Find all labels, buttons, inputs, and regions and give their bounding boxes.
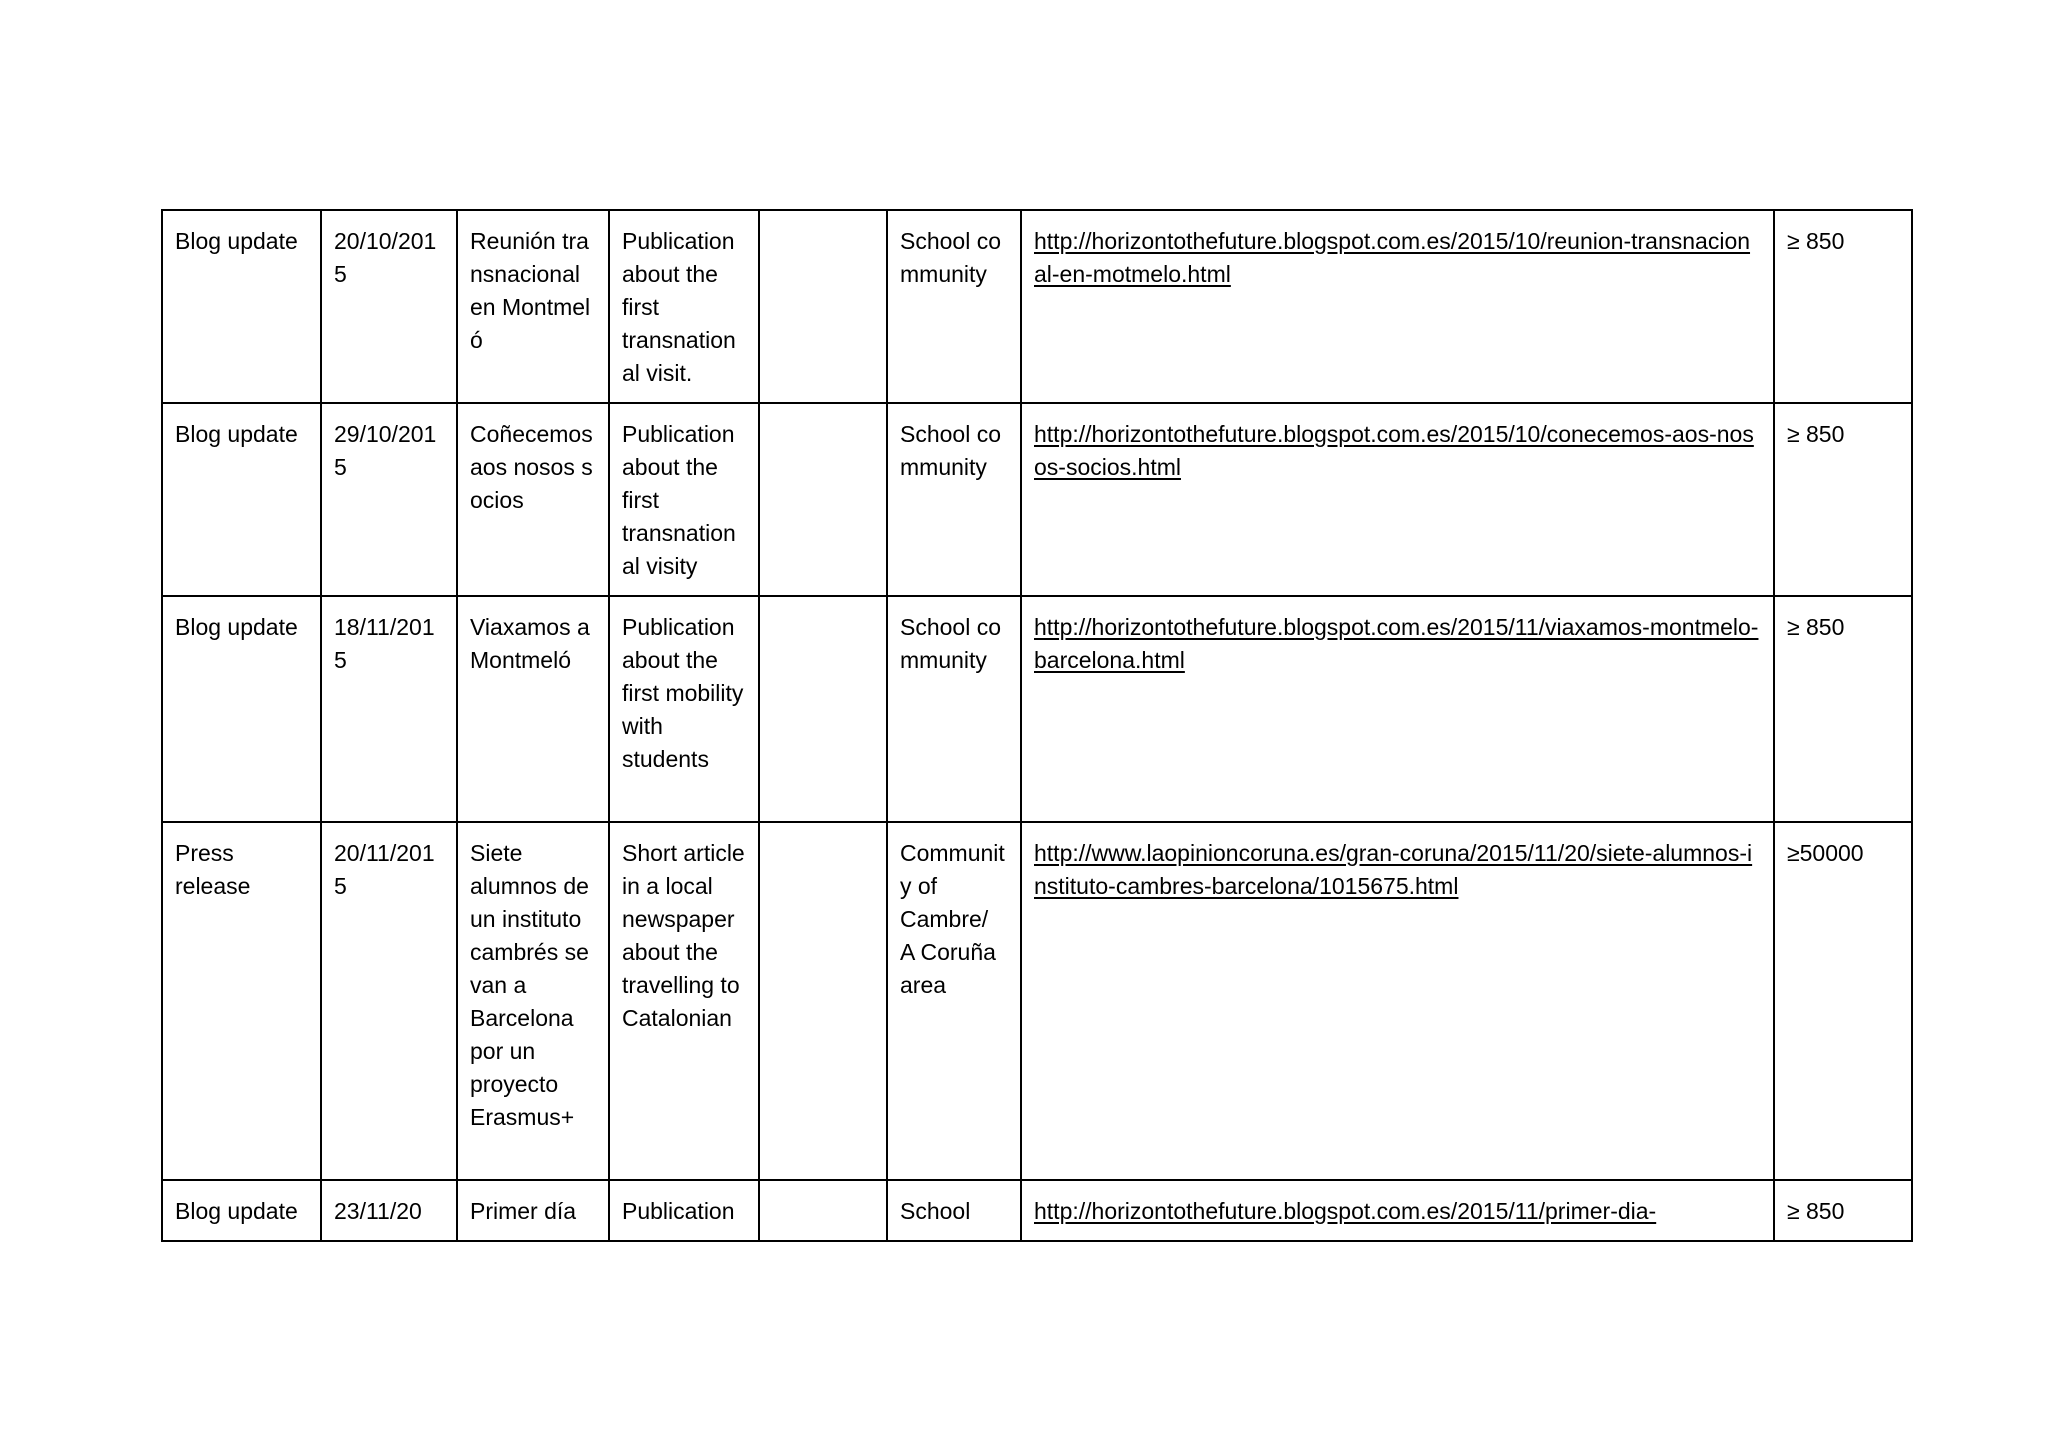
table-row xyxy=(162,210,1912,403)
type-cell: Blog update xyxy=(162,403,321,596)
link-cell xyxy=(1021,1180,1774,1241)
description-cell: Publication about the first mobility with students xyxy=(609,596,759,822)
reach-cell: ≥ 850 xyxy=(1774,210,1912,403)
table-row xyxy=(162,1180,1912,1241)
date-cell: 20/10/2015 xyxy=(321,210,457,403)
description-cell: Short article in a local newspaper about the travelling to Catalonian xyxy=(609,822,759,1180)
empty-cell xyxy=(759,1180,887,1241)
type-cell: Blog update xyxy=(162,210,321,403)
type-cell: Press release xyxy=(162,822,321,1180)
link-cell xyxy=(1021,403,1774,596)
link-cell xyxy=(1021,210,1774,403)
description-cell: Publication about the first transnational visity xyxy=(609,403,759,596)
empty-cell xyxy=(759,596,887,822)
empty-cell xyxy=(759,822,887,1180)
link-cell xyxy=(1021,822,1774,1180)
link[interactable]: http://horizontothefuture.blogspot.com.es/2015/11/primer-dia- xyxy=(1034,1198,1657,1224)
title-cell: Primer día xyxy=(457,1180,609,1241)
table-row xyxy=(162,403,1912,596)
type-cell: Blog update xyxy=(162,596,321,822)
link[interactable]: http://www.laopinioncoruna.es/gran-coruna/2015/11/20/siete-alumnos-instituto-cambres-barcelona/1015675.html xyxy=(1034,840,1753,899)
date-cell: 29/10/2015 xyxy=(321,403,457,596)
table-row xyxy=(162,822,1912,1180)
date-cell: 23/11/20 xyxy=(321,1180,457,1241)
audience-cell: School community xyxy=(887,596,1021,822)
link[interactable]: http://horizontothefuture.blogspot.com.es/2015/10/conecemos-aos-nosos-socios.html xyxy=(1034,421,1754,480)
audience-cell: School community xyxy=(887,403,1021,596)
date-cell: 18/11/2015 xyxy=(321,596,457,822)
reach-cell: ≥50000 xyxy=(1774,822,1912,1180)
reach-cell: ≥ 850 xyxy=(1774,403,1912,596)
link[interactable]: http://horizontothefuture.blogspot.com.es/2015/11/viaxamos-montmelo-barcelona.html xyxy=(1034,614,1759,673)
reach-cell: ≥ 850 xyxy=(1774,1180,1912,1241)
title-cell: Siete alumnos de un instituto cambrés se van a Barcelona por un proyecto Erasmus+ xyxy=(457,822,609,1180)
link[interactable]: http://horizontothefuture.blogspot.com.es/2015/10/reunion-transnacional-en-motmelo.html xyxy=(1034,228,1751,287)
title-cell: Reunión transnacional en Montmeló xyxy=(457,210,609,403)
audience-cell: School community xyxy=(887,210,1021,403)
dissemination-table xyxy=(161,209,1913,1242)
date-cell: 20/11/2015 xyxy=(321,822,457,1180)
link-cell xyxy=(1021,596,1774,822)
title-cell: Viaxamos a Montmeló xyxy=(457,596,609,822)
description-cell: Publication xyxy=(609,1180,759,1241)
empty-cell xyxy=(759,210,887,403)
title-cell: Coñecemos aos nosos socios xyxy=(457,403,609,596)
audience-cell: Community of Cambre/ A Coruña area xyxy=(887,822,1021,1180)
table-row xyxy=(162,596,1912,822)
type-cell: Blog update xyxy=(162,1180,321,1241)
audience-cell: School xyxy=(887,1180,1021,1241)
empty-cell xyxy=(759,403,887,596)
reach-cell: ≥ 850 xyxy=(1774,596,1912,822)
description-cell: Publication about the first transnational visit. xyxy=(609,210,759,403)
